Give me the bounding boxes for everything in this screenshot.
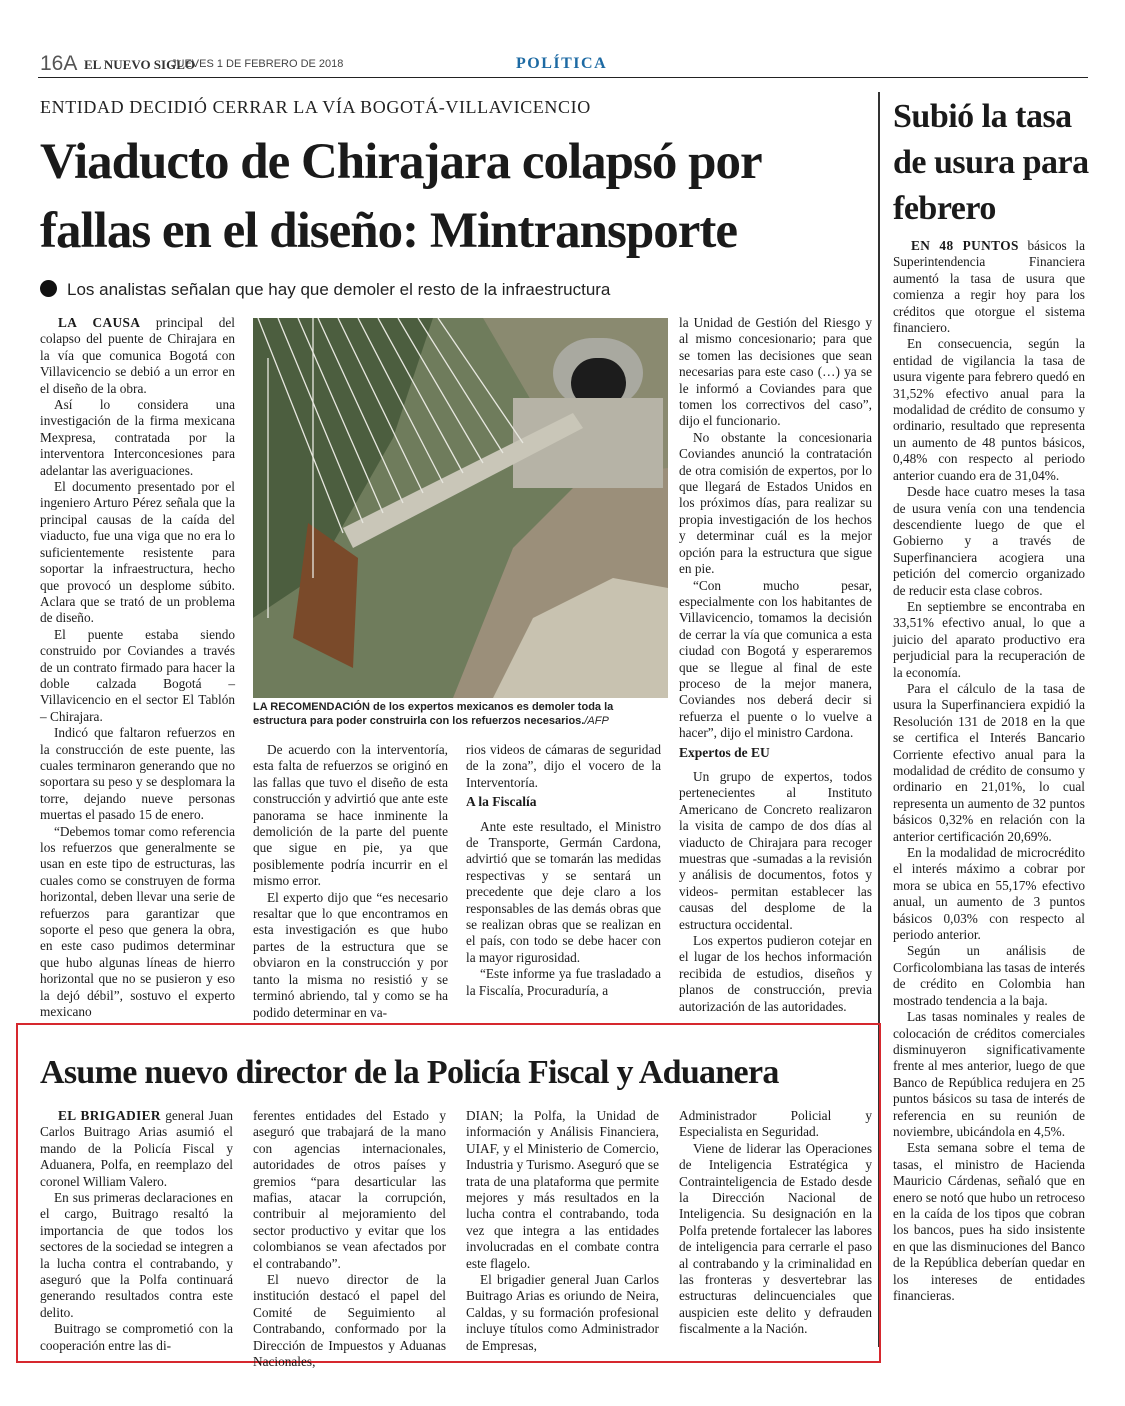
paragraph: rios videos de cámaras de seguridad de la zona”, dijo el vocero de la Interventoría.	[466, 742, 661, 790]
box-col-3	[466, 1108, 659, 1354]
main-col-2	[253, 742, 448, 1021]
boxed-headline: Asume nuevo director de la Policía Fiscal y Aduanera	[40, 1054, 779, 1091]
main-kicker: ENTIDAD DECIDIÓ CERRAR LA VÍA BOGOTÁ-VILLAVICENCIO	[40, 97, 591, 117]
paragraph: “Con mucho pesar, especialmente con los habitantes de Villavicencio, tomamos la decisión de cerrar la vía que comunica a esta ciudad con Bogotá y esperaremos que se llegue al final de este proceso de la mejor manera, Coviandes nos deberá decir si refuerza el puente o lo vuelve a hacer”, dijo el ministro Cardona.	[679, 577, 872, 741]
subheadline-text: Los analistas señalan que hay que demoler el resto de la infraestructura	[67, 280, 611, 299]
paragraph: Indicó que faltaron refuerzos en la construcción de este puente, las cuales terminaron generando que no soportara su peso y se desplomara la torre, dejando nueve personas muertas el pasado 15 de enero.	[40, 725, 235, 823]
main-headline: Viaducto de Chirajara colapsó por fallas en el diseño: Mintransporte	[40, 134, 761, 259]
paragraph: El experto dijo que “es necesario resaltar que lo que encontramos en esta investigación es que hubo partes de la estructura que se obviaron en la construcción y por tanto la misma no resistió y se terminó abriendo, tal y como se ha podido determinar en va-	[253, 889, 448, 1020]
paragraph: Esta semana sobre el tema de tasas, el ministro de Hacienda Mauricio Cárdenas, señaló que en enero se notó que hubo un retroceso en la caída de los tipos que cobran los bancos, pues ha sido insistente en que las disminuciones del Banco de la República deberían quedar en los intereses de entidades financieras.	[893, 1140, 1086, 1303]
paragraph: Según un análisis de Corficolombiana las tasas de interés de crédito en Colombia han mostrado tendencia a la baja.	[893, 943, 1086, 1008]
paragraph: Para el cálculo de la tasa de usura la Superfinanciera expidió la Resolución 131 de 2018 en la que se certifica el Interés Bancario Corriente efectivo anual para la modalidad de crédito de consumo y ordinario en 21,01%, lo cual representa un aumento de 32 puntos básicos 0,32% en relación con la anterior certificación 20,69%.	[893, 680, 1085, 844]
publication-date: JUEVES 1 DE FEBRERO DE 2018	[171, 58, 344, 70]
photo-credit: /AFP	[584, 715, 609, 727]
paragraph: En septiembre se encontraba en 33,51% efectivo anual, lo que a juicio del aparato productivo era perjudicial para la recuperación de la economía.	[893, 598, 1085, 680]
paragraph: Viene de liderar las Operaciones de Inteligencia Estratégica y Contrainteligencia de Estado desde la Dirección Nacional de Inteligencia. Su designación en la Polfa pretende fortalecer las labores de inteligencia para cerrarle el paso al contrabando y la criminalidad en las fronteras y desvertebrar las estructuras delincuenciales que auspicien este delito y defrauden fiscalmente a la Nación.	[679, 1140, 872, 1337]
paragraph: general Juan Carlos Buitrago Arias asumió el mando de la Policía Fiscal y Aduanera, Polfa, en reemplazo del coronel William Valero.	[40, 1108, 234, 1189]
page-number: 16A	[40, 52, 78, 75]
photo-caption	[253, 700, 668, 728]
paragraph: El documento presentado por el ingeniero Arturo Pérez señala que la principal causas de la caída del viaducto, fue una viga que no era lo suficientemente resistente para soportar la infraestructura, hecho que provocó un desplome súbito. Aclara que se trató de un problema de diseño.	[40, 479, 235, 626]
paragraph: De acuerdo con la interventoría, esta falta de refuerzos se originó en las fallas que tuvo el diseño de esta construcción y advirtió que ante este panorama se hace inminente la demolición de la parte del puente que sigue en pie, ya que posiblemente podría incurrir en el mismo error.	[253, 742, 448, 889]
paragraph: Un grupo de expertos, todos pertenecientes al Instituto Americano de Concreto realizaron la visita de campo de dos días al viaducto de Chirajara para recoger muestras que -sumadas a la revisión y análisis de documentos, fotos y videos- permitan establecer las causas del desplome de la estructura occidental.	[679, 768, 872, 932]
main-subheadline	[40, 280, 610, 300]
paragraph: básicos la Superintendencia Financiera aumentó la tasa de usura que comienza a regir hoy para los créditos que otorgue el sistema financiero.	[893, 238, 1085, 336]
masthead	[38, 52, 1088, 78]
bridge-collapse-photo	[253, 318, 668, 698]
paragraph: DIAN; la Polfa, la Unidad de información y Análisis Financiera, UIAF, y el Ministerio de Comercio, Industria y Turismo. Aseguró que se trata de una plataforma que permite mejores y más resultados en la lucha contra el contrabando, toda vez que integra a las entidades involucradas en el combate contra este flagelo.	[466, 1108, 659, 1271]
paragraph: El brigadier general Juan Carlos Buitrago Arias es oriundo de Neira, Caldas, y su formación profesional incluye títulos como Administrador de Empresas,	[466, 1272, 659, 1353]
bullet-icon	[40, 280, 57, 297]
paragraph: Las tasas nominales y reales de colocación de créditos comerciales disminuyeron significativamente frente al mes anterior, luego de que Banco de República redujera en 25 puntos básicos su tasa de interés de referencia en su reunión de noviembre, ubicándola en 4,5%.	[893, 1009, 1085, 1139]
paragraph: principal del colapso del puente de Chirajara en la vía que comunica Bogotá con Villavicencio se debió a un error en el diseño de la obra.	[40, 315, 235, 396]
lead-in: EN 48 PUNTOS	[911, 238, 1019, 253]
publication-name: EL NUEVO SIGLO	[84, 57, 195, 72]
paragraph: “Debemos tomar como referencia los refuerzos que generalmente se usan en este tipo de estructuras, las cuales como se construyen de forma horizontal, deben llevar una serie de refuerzos para garantizar que soporte el peso que genera la obra, en este caso pudimos determinar que hubo algunas líneas de hierro horizontal que no se pusieron y eso la dejó débil”, sostuvo el experto mexicano	[40, 823, 235, 1020]
main-col-1	[40, 315, 235, 1020]
box-col-1	[40, 1108, 233, 1354]
sidebar-headline: Subió la tasa de usura para febrero	[893, 98, 1089, 227]
lead-in: LA CAUSA	[58, 315, 141, 330]
paragraph: Desde hace cuatro meses la tasa de usura venía con una tendencia descendiente luego de que el Gobierno y a través de Superfinanciera acogiera una petición del comercio organizado de reducir esta clase cobros.	[893, 484, 1085, 598]
paragraph: No obstante la concesionaria Coviandes anunció la contratación de otra comisión de expertos, por lo que llegará de Estados Unidos en los próximos días, para realizar su propia investigación de los hechos y determinar cuál es la mejor opción para la estructura que sigue en pie.	[679, 429, 872, 577]
paragraph: “Este informe ya fue trasladado a la Fiscalía, Procuraduría, a	[466, 966, 661, 998]
paragraph: Así lo considera una investigación de la firma mexicana Mexpresa, contratada por la interventora Interconcesiones para adelantar las averiguaciones.	[40, 397, 235, 478]
subhead-fiscalia: A la Fiscalía	[466, 794, 537, 810]
box-col-4	[679, 1108, 872, 1338]
sidebar-column	[893, 238, 1085, 1304]
main-col-3	[466, 742, 661, 999]
box-col-2	[253, 1108, 446, 1371]
subhead-expertos: Expertos de EU	[679, 744, 770, 760]
photo-illustration	[253, 318, 668, 698]
caption-text: de los expertos mexicanos es demoler toda la estructura para poder construirla con los refuerzos necesarios.	[253, 701, 614, 727]
paragraph: Ante este resultado, el Ministro de Transporte, Germán Cardona, advirtió que se tomarán las medidas respectivas y se sentará un precedente que deje claro a los responsables de las demás obras que se realizan obras que se realizan en el país, con todo se debe hacer con la mayor rigurosidad.	[466, 818, 661, 965]
paragraph: En la modalidad de microcrédito el interés máximo a cobrar por mora se ubica en 55,17% efectivo anual, un aumento de 3 puntos básicos 0,03% con respecto al periodo anterior.	[893, 845, 1085, 943]
paragraph: El nuevo director de la institución destacó el papel del Comité de Seguimiento al Contrabando, conformado por la Dirección de Impuestos y Aduanas Nacionales,	[253, 1272, 446, 1370]
paragraph: ferentes entidades del Estado y aseguró que trabajará de la mano con agencias internacionales, autoridades de otros países y gremios “para desarticular las mafias, atacar la corrupción, contribuir al mejoramiento del sector productivo y evitar que los colombianos se vean afectados por el contrabando”.	[253, 1108, 446, 1271]
paragraph: Administrador Policial y Especialista en Seguridad.	[679, 1108, 872, 1140]
section-name: POLÍTICA	[516, 55, 608, 72]
paragraph: Buitrago se comprometió con la cooperación entre las di-	[40, 1321, 233, 1353]
main-col-4	[679, 315, 872, 1015]
paragraph: Los expertos pudieron cotejar en el lugar de los hechos información recibida de estudios, diseños y planos de construcción, previa autorización de las autoridades.	[679, 933, 872, 1014]
lead-in: EL BRIGADIER	[58, 1108, 161, 1123]
paragraph: En sus primeras declaraciones en el cargo, Buitrago resaltó la importancia de que todos los sectores de la sociedad se integren a la lucha contra el contrabando, y aseguró que la Polfa continuará generando resultados contra este delito.	[40, 1190, 233, 1320]
paragraph: En consecuencia, según la entidad de vigilancia la tasa de usura vigente para febrero quedó en 31,52% efectivo anual para la modalidad de crédito de consumo y ordinario, resultado que representa un aumento de 48 puntos básicos, 0,48% con respecto al periodo anterior cuando era de 31,04%.	[893, 336, 1085, 483]
paragraph: El puente estaba siendo construido por Coviandes a través de un contrato firmado para hacer la doble calzada Bogotá – Villavicencio en el sector El Tablón – Chirajara.	[40, 626, 235, 724]
paragraph: la Unidad de Gestión del Riesgo y al mismo concesionario; para que se tomen las decisiones que sean necesarias para este caso (…) ya se le informó a Coviandes para que tomen los correctivos del caso”, dijo el funcionario.	[679, 315, 872, 429]
caption-lead: LA RECOMENDACIÓN	[253, 701, 370, 713]
